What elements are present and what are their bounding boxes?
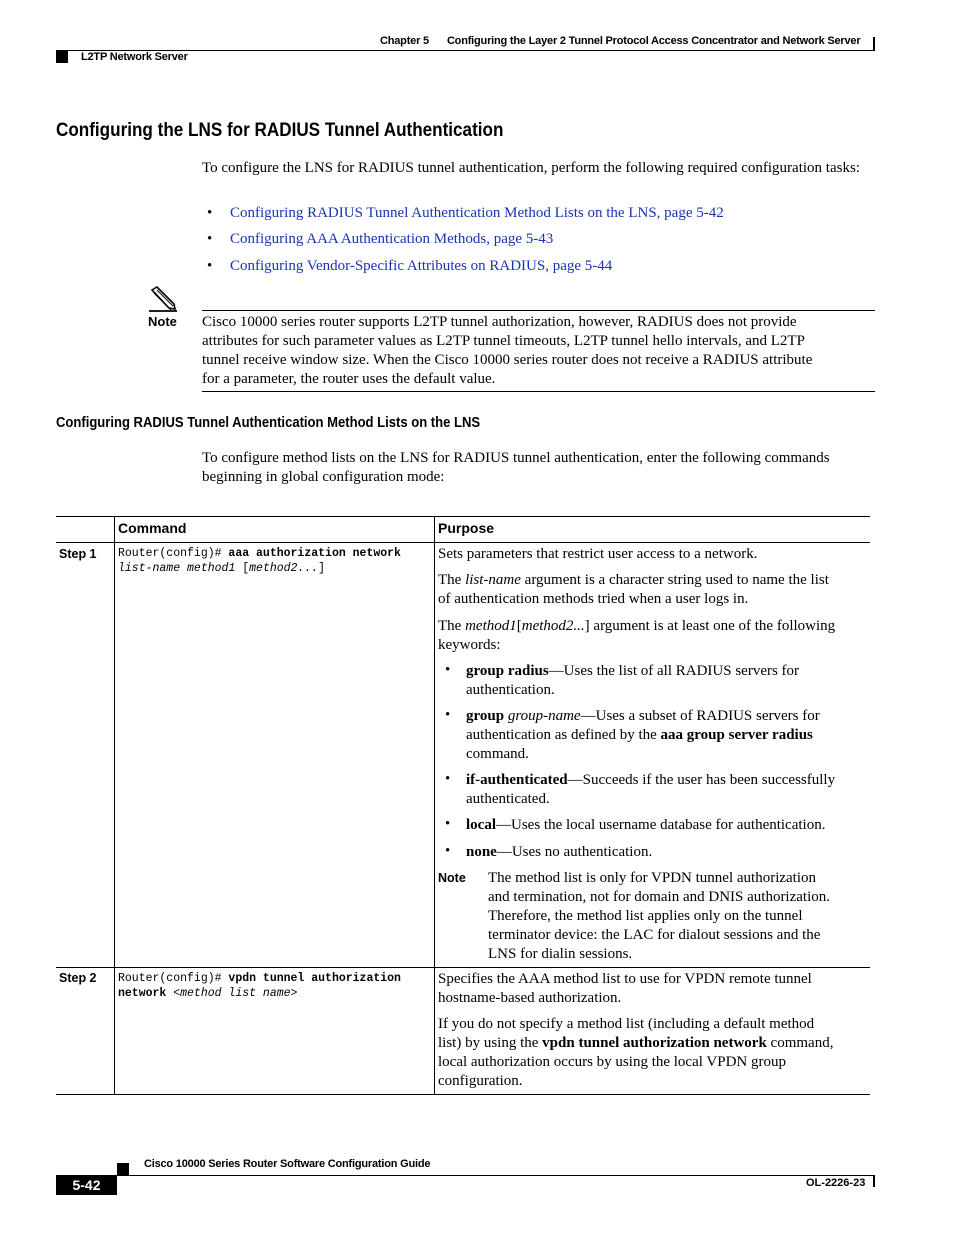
footer-bar-right (873, 1176, 875, 1187)
text: —Uses no authentication. (496, 844, 653, 860)
subsection-intro (202, 449, 830, 487)
text: If you do not specify a method list (including a default method (438, 1016, 815, 1032)
note-label: Note (148, 314, 177, 329)
bullet-dot: • (445, 843, 451, 859)
text: The (438, 618, 466, 634)
subsection-intro-line: To configure method lists on the LNS for RADIUS tunnel authentication, enter the following commands (202, 450, 830, 466)
text: Specifies the AAA method list to use for VPDN remote tunnel (438, 971, 812, 987)
page-number: 5-42 (56, 1175, 117, 1195)
step-2-label: Step 2 (59, 971, 97, 985)
text: list) by using the (438, 1035, 543, 1051)
note-top-rule (202, 310, 875, 311)
footer-square-marker (117, 1163, 129, 1175)
bullet-dot: • (207, 231, 213, 247)
link-aaa-methods[interactable]: Configuring AAA Authentication Methods, page 5-43 (230, 231, 554, 247)
subsection-title: Configuring RADIUS Tunnel Authentication Method Lists on the LNS (56, 415, 481, 431)
keyword-item-if-authenticated (466, 771, 866, 809)
text: local authorization occurs by using the local VPDN group (438, 1054, 786, 1070)
step-2-purpose-p2 (438, 1015, 833, 1091)
table-col-divider (434, 516, 435, 1094)
chapter-number: Chapter 5 (380, 35, 429, 47)
note-line: attributes for such parameter values as L2TP tunnel timeouts, L2TP tunnel hello intervals, and L2TP (202, 333, 805, 349)
table-bottom-rule (56, 1094, 870, 1095)
text: command. (466, 746, 529, 762)
keyword: group radius (466, 663, 549, 679)
text: argument is a character string used to name the list (520, 572, 829, 588)
running-header-chapter (380, 35, 860, 47)
footer-rule (117, 1175, 875, 1176)
link-method-lists[interactable]: Configuring RADIUS Tunnel Authentication Method Lists on the LNS, page 5-42 (230, 205, 724, 221)
pencil-note-icon (148, 286, 178, 317)
table-header-rule (56, 542, 870, 543)
keyword: none (466, 844, 497, 860)
bullet-dot: • (445, 771, 451, 787)
keyword-item-group-radius (466, 662, 866, 700)
bullet-dot: • (445, 662, 451, 678)
step-1-purpose-p1: Sets parameters that restrict user access to a network. (438, 546, 758, 562)
keyword: local (466, 817, 496, 833)
text: authentication as defined by the (466, 727, 661, 743)
step-2-purpose-p1 (438, 970, 812, 1008)
text: The (438, 572, 466, 588)
text: [ (516, 618, 522, 634)
text: —Uses the local username database for authentication. (496, 817, 826, 833)
cmd-bracket: ] (318, 562, 326, 575)
table-row-rule (56, 967, 870, 968)
step-1-command (118, 546, 401, 576)
keyword: aaa group server radius (660, 727, 813, 743)
header-square-marker (56, 51, 68, 63)
text: authentication. (466, 682, 555, 698)
term: group-name (507, 708, 581, 724)
table-col-divider (114, 516, 115, 1094)
note-body (202, 313, 812, 389)
text: keywords: (438, 637, 501, 653)
note-line: and termination, not for domain and DNIS authorization. (488, 889, 831, 905)
note-line: The method list is only for VPDN tunnel authorization (488, 870, 817, 886)
note-line: Cisco 10000 series router supports L2TP tunnel authorization, however, RADIUS does not provide (202, 314, 797, 330)
section-title: Configuring the LNS for RADIUS Tunnel Authentication (56, 120, 504, 141)
keyword-item-group-name (466, 707, 866, 764)
cmd-keyword: vpdn tunnel authorization (228, 972, 401, 985)
bullet-dot: • (207, 205, 213, 221)
term: list-name (465, 572, 521, 588)
cmd-keyword: aaa authorization network (228, 547, 401, 560)
text: —Succeeds if the user has been successfully (567, 772, 836, 788)
note-line: terminator device: the LAC for dialout sessions and the (488, 927, 821, 943)
note-bottom-rule (202, 391, 875, 392)
term: method2... (521, 618, 585, 634)
chapter-title: Configuring the Layer 2 Tunnel Protocol Access Concentrator and Network Server (446, 35, 861, 47)
link-vsa-radius[interactable]: Configuring Vendor-Specific Attributes on RADIUS, page 5-44 (230, 258, 613, 274)
footer-guide-title: Cisco 10000 Series Router Software Configuration Guide (144, 1158, 431, 1170)
col-header-command: Command (118, 520, 187, 536)
text: command, (766, 1035, 834, 1051)
subsection-intro-line: beginning in global configuration mode: (202, 469, 445, 485)
table-note-body (488, 869, 830, 964)
text: configuration. (438, 1073, 523, 1089)
intro-paragraph: To configure the LNS for RADIUS tunnel authentication, perform the following required configuration tasks: (202, 160, 860, 176)
table-top-rule (56, 516, 870, 517)
note-line: for a parameter, the router uses the default value. (202, 371, 496, 387)
note-line: tunnel receive window size. When the Cisco 10000 series router does not receive a RADIUS attribute (202, 352, 813, 368)
keyword-item-local (466, 816, 866, 835)
note-line: LNS for dialin sessions. (488, 946, 633, 962)
text: —Uses a subset of RADIUS servers for (580, 708, 820, 724)
step-1-purpose-p3 (438, 617, 835, 655)
keyword: if-authenticated (466, 772, 568, 788)
bullet-dot: • (445, 816, 451, 832)
note-line: Therefore, the method list applies only on the tunnel (488, 908, 803, 924)
table-note-label: Note (438, 871, 466, 885)
text: of authentication methods tried when a user logs in. (438, 591, 749, 607)
cmd-bracket: [ (235, 562, 250, 575)
bullet-dot: • (207, 258, 213, 274)
step-1-label: Step 1 (59, 547, 97, 561)
text: —Uses the list of all RADIUS servers for (548, 663, 800, 679)
text: ] argument is at least one of the following (584, 618, 836, 634)
keyword: vpdn tunnel authorization network (542, 1035, 767, 1051)
step-2-command (118, 971, 401, 1001)
text: authenticated. (466, 791, 550, 807)
cmd-argument: list-name method1 (118, 562, 236, 575)
col-header-purpose: Purpose (438, 520, 495, 536)
cmd-prompt: Router(config)# (118, 972, 229, 985)
footer-doc-id: OL-2226-23 (806, 1177, 866, 1189)
bullet-dot: • (445, 707, 451, 723)
cmd-argument: method2... (249, 562, 319, 575)
cmd-keyword: network (118, 987, 167, 1000)
text: hostname-based authorization. (438, 990, 622, 1006)
cmd-prompt: Router(config)# (118, 547, 229, 560)
keyword-item-none (466, 843, 866, 862)
term: method1 (465, 618, 517, 634)
running-header-section: L2TP Network Server (81, 51, 188, 63)
keyword: group (466, 708, 505, 724)
step-1-purpose-p2 (438, 571, 829, 609)
cmd-argument: <method list name> (166, 987, 298, 1000)
header-bar-right (873, 37, 875, 50)
